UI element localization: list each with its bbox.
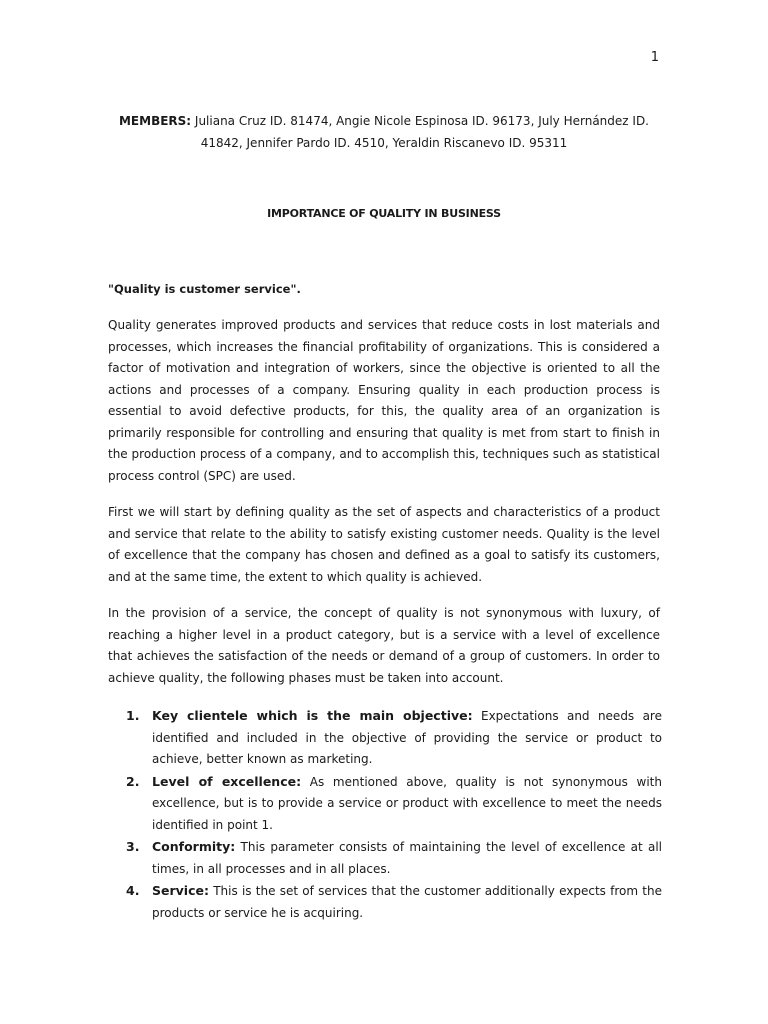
phases-list — [126, 705, 662, 924]
list-item — [126, 705, 662, 771]
page-number: 1 — [650, 50, 659, 65]
members-block — [104, 110, 664, 154]
list-item-term: Key clientele which is the main objective: — [152, 708, 473, 723]
members-line-1: Juliana Cruz ID. 81474, Angie Nicole Espinosa ID. 96173, July Hernández ID. — [191, 114, 649, 128]
list-item-number: 4. — [126, 883, 140, 898]
list-item-text: This is the set of services that the customer additionally expects from the products or service he is acquiring. — [152, 884, 662, 920]
list-item — [126, 836, 662, 880]
quote-heading: "Quality is customer service". — [108, 282, 301, 296]
paragraph-2: First we will start by defining quality as the set of aspects and characteristics of a product and service that relate to the ability to satisfy existing customer needs. Quality is the level of excellence that the company has chosen and defined as a goal to satisfy its customers, and at the same time, the extent to which quality is achieved. — [108, 505, 660, 584]
members-label: MEMBERS: — [118, 114, 192, 128]
list-item-term: Conformity: — [152, 839, 236, 854]
list-item-text: This parameter consists of maintaining the level of excellence at all times, in all processes and in all places. — [152, 840, 662, 876]
list-item-number: 3. — [126, 839, 140, 854]
list-item-text: Expectations and needs are identified and included in the objective of providing the service or product to achieve, better known as marketing. — [152, 709, 662, 766]
document-title: IMPORTANCE OF QUALITY IN BUSINESS — [267, 207, 501, 220]
list-item-term: Level of excellence: — [152, 773, 302, 789]
list-item — [126, 880, 662, 924]
list-item — [126, 771, 662, 837]
members-line-2: 41842, Jennifer Pardo ID. 4510, Yeraldin Riscanevo ID. 95311 — [200, 136, 568, 150]
list-item-text: As mentioned above, quality is not synonymous with excellence, but is to provide a service or product with excellence to meet the needs identified in point 1. — [152, 774, 662, 832]
list-item-term: Service: — [152, 883, 209, 898]
list-item-number: 2. — [126, 773, 140, 789]
list-item-number: 1. — [126, 708, 140, 723]
paragraph-1: Quality generates improved products and services that reduce costs in lost materials and processes, which increases the financial profitability of organizations. This is considered a factor of motivation and integration of workers, since the objective is oriented to all the actions and processes of a company. Ensuring quality in each production process is essential to avoid defective products, for this, the quality area of an organization is primarily responsible for controlling and ensuring that quality is met from start to finish in the production process of a company, and to accomplish this, techniques such as statistical process control (SPC) are used. — [108, 318, 660, 483]
paragraph-3: In the provision of a service, the concept of quality is not synonymous with luxury, of reaching a higher level in a product category, but is a service with a level of excellence that achieves the satisfaction of the needs or demand of a group of customers. In order to achieve quality, the following phases must be taken into account. — [108, 606, 660, 685]
